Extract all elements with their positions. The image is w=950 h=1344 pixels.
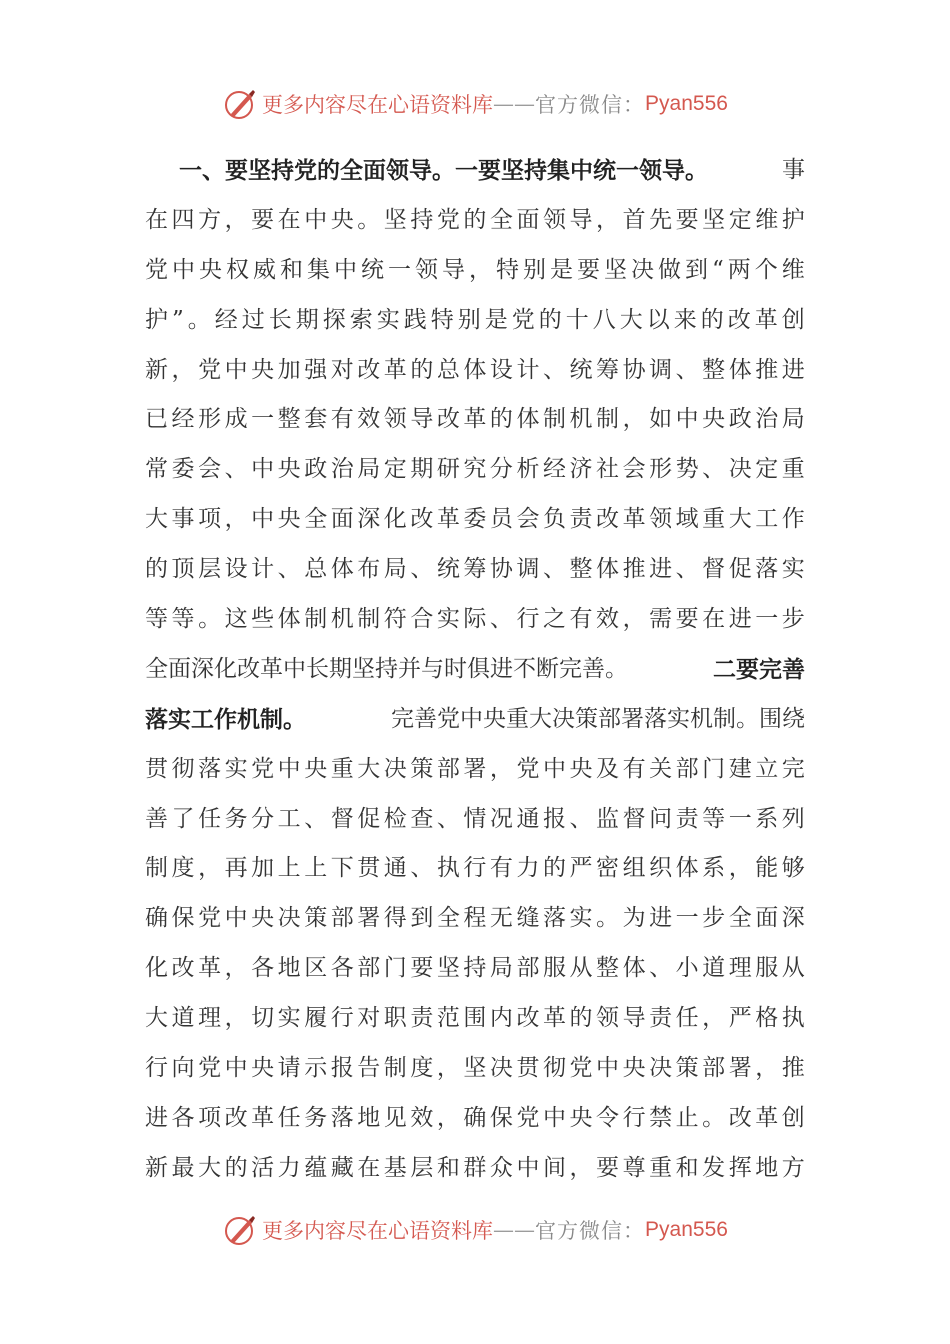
- text-line: 贯 彻 落 实 党 中 央 重 大 决 策 部 署 ， 党 中 央 及 有 关 部 门 建 立 完: [145, 755, 805, 782]
- header-wechat-label: 官方微信：: [535, 93, 646, 117]
- pen-circle-logo-icon: [222, 86, 258, 122]
- text-line: 大 事 项 ， 中 央 全 面 深 化 改 革 委 员 会 负 责 改 革 领 域 重 大 工 作: [145, 506, 805, 533]
- line-text: 事: [782, 157, 805, 183]
- footer-text: 更多内容尽在心语资料库: [262, 1219, 494, 1243]
- text-line: 化 改 革 ， 各 地 区 各 部 门 要 坚 持 局 部 服 从 整 体 、 小 道 理 服 从: [145, 955, 805, 982]
- header-wechat-id: Pyan556: [645, 92, 728, 115]
- text-line: 新 ， 党 中 央 加 强 对 改 革 的 总 体 设 计 、 统 筹 协 调 、 整 体 推 进: [145, 356, 805, 383]
- line-text: 完善党中央重大决策部署落实机制。围绕: [391, 705, 805, 732]
- text-line: 进 各 项 改 革 任 务 落 地 见 效 ， 确 保 党 中 央 令 行 禁 止 。 改 革 创: [145, 1104, 805, 1131]
- header-banner: [0, 84, 950, 124]
- text-line: [145, 695, 805, 745]
- text-line: 等 等 。 这 些 体 制 机 制 符 合 实 际 、 行 之 有 效 ， 需 要 在 进 一 步: [145, 606, 805, 633]
- text-line: 善 了 任 务 分 工 、 督 促 检 查 、 情 况 通 报 、 监 督 问 责 等 一 系 列: [145, 805, 805, 832]
- text-line: 常 委 会 、 中 央 政 治 局 定 期 研 究 分 析 经 济 社 会 形 势 、 决 定 重: [145, 456, 805, 483]
- text-line: 新 最 大 的 活 力 蕴 藏 在 基 层 和 群 众 中 间 ， 要 尊 重 和 发 挥 地 方: [145, 1154, 805, 1181]
- text-line: 党 中 央 权 威 和 集 中 统 一 领 导 ， 特 别 是 要 坚 决 做 到 “ 两 个 维: [145, 256, 805, 283]
- bold-heading: 落实工作机制。: [145, 705, 306, 733]
- text-line: [145, 146, 805, 196]
- text-line: 制 度 ， 再 加 上 上 下 贯 通 、 执 行 有 力 的 严 密 组 织 体 系 ， 能 够: [145, 855, 805, 882]
- header-dash: ——: [493, 92, 536, 116]
- footer-banner: [0, 1210, 950, 1250]
- text-line: [145, 645, 805, 695]
- bold-heading: 二要完善: [713, 655, 805, 683]
- bold-heading: 一、要坚持党的全面领导。一要坚持集中统一领导。: [179, 157, 708, 184]
- text-line: 护 ” 。 经 过 长 期 探 索 实 践 特 别 是 党 的 十 八 大 以 来 的 改 革 创: [145, 306, 805, 333]
- footer-dash: ——: [493, 1218, 536, 1242]
- header-text: 更多内容尽在心语资料库: [262, 93, 494, 117]
- text-line: 大 道 理 ， 切 实 履 行 对 职 责 范 围 内 改 革 的 领 导 责 任 ， 严 格 执: [145, 1005, 805, 1032]
- footer-wechat-id: Pyan556: [645, 1218, 728, 1241]
- text-line: 在 四 方 ， 要 在 中 央 。 坚 持 党 的 全 面 领 导 ， 首 先 要 坚 定 维 护: [145, 206, 805, 233]
- line-text: 全面深化改革中长期坚持并与时俱进不断完善。: [145, 655, 628, 682]
- text-line: 确 保 党 中 央 决 策 部 署 得 到 全 程 无 缝 落 实 。 为 进 一 步 全 面 深: [145, 905, 805, 932]
- pen-circle-logo-icon: [222, 1212, 258, 1248]
- document-body: [145, 146, 805, 1194]
- text-line: 的 顶 层 设 计 、 总 体 布 局 、 统 筹 协 调 、 整 体 推 进 、 督 促 落 实: [145, 556, 805, 583]
- text-line: 行 向 党 中 央 请 示 报 告 制 度 ， 坚 决 贯 彻 党 中 央 决 策 部 署 ， 推: [145, 1055, 805, 1082]
- text-line: 已 经 形 成 一 整 套 有 效 领 导 改 革 的 体 制 机 制 ， 如 中 央 政 治 局: [145, 406, 805, 433]
- footer-wechat-label: 官方微信：: [535, 1219, 646, 1243]
